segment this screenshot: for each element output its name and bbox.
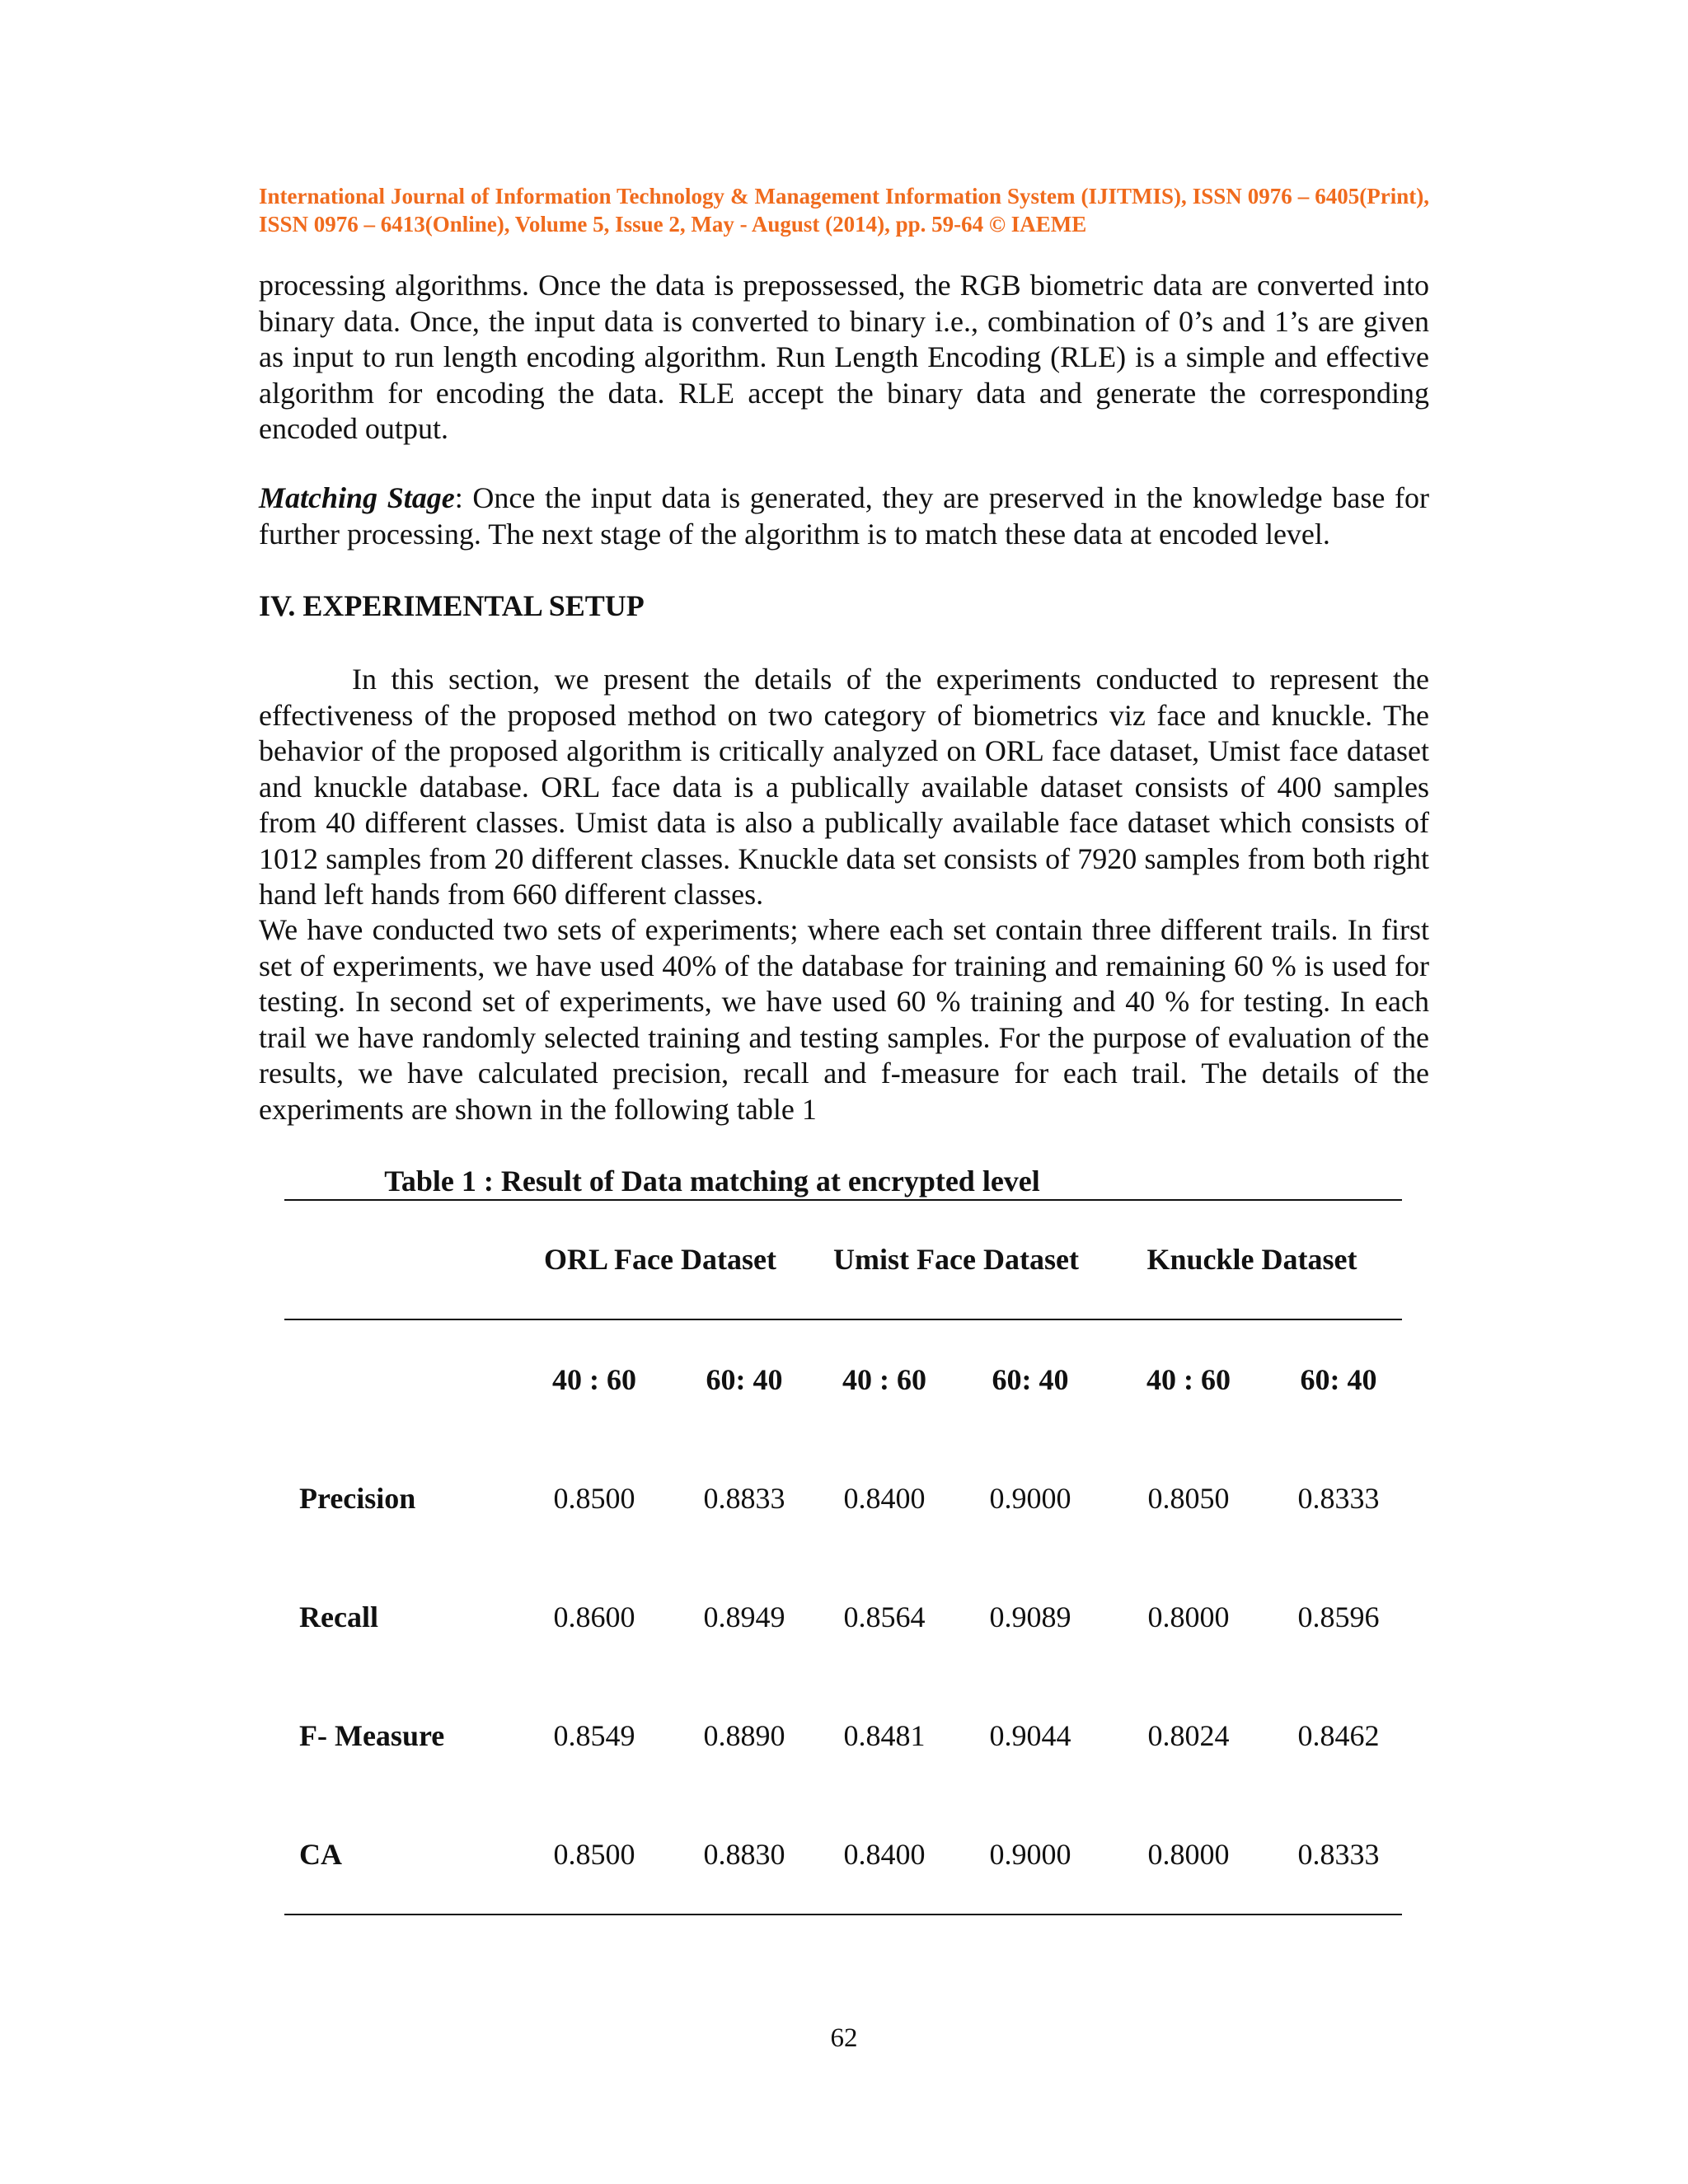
table-title: Table 1 : Result of Data matching at encrypted level: [384, 1165, 1040, 1197]
table-cell: 0.8549: [553, 1719, 635, 1752]
row-label-precision: Precision: [299, 1482, 416, 1515]
table-header-rule: [284, 1319, 1402, 1320]
split-header: 40 : 60: [552, 1363, 636, 1396]
table-cell: 0.9044: [989, 1719, 1071, 1752]
journal-header: International Journal of Information Technology & Management Information System (IJITMIS), ISSN 0976 – 6405(Print), ISSN 0976 – 6413(Online), Volume 5, Issue 2, May - August (2014), pp. 59-64 © IAEME: [259, 184, 1429, 237]
table-cell: 0.8596: [1297, 1601, 1380, 1633]
paragraph-experiments-intro: In this section, we present the details of the experiments conducted to represent the effectiveness of the proposed method on two category of biometrics viz face and knuckle. The behavior of the proposed algorithm is critically analyzed on ORL face dataset, Umist face dataset and knuckle database. ORL face data is a publically available dataset consists of 400 samples from 40 different classes. Umist data is also a publically available face dataset which consists of 1012 samples from 20 different classes. Knuckle data set consists of 7920 samples from both right hand left hands from 660 different classes.: [259, 663, 1429, 911]
split-header: 40 : 60: [842, 1363, 926, 1396]
table-cell: 0.9000: [989, 1482, 1071, 1515]
table-cell: 0.8564: [843, 1601, 926, 1633]
paragraph-experiment-sets: We have conducted two sets of experiments; where each set contain three different trails. In first set of experiments, we have used 40% of the database for training and remaining 60 % is used for testing. In second set of experiments, we have used 60 % training and 40 % for testing. In each trail we have randomly selected training and testing samples. For the purpose of evaluation of the results, we have calculated precision, recall and f-measure for each trail. The details of the experiments are shown in the following table 1: [259, 913, 1429, 1126]
row-label-recall: Recall: [299, 1601, 378, 1633]
paragraph-preprocessing: processing algorithms. Once the data is prepossessed, the RGB biometric data are converted into binary data. Once, the input data is converted to binary i.e., combination of 0’s and 1’s are given as input to run length encoding algorithm. Run Length Encoding (RLE) is a simple and effective algorithm for encoding the data. RLE accept the binary data and generate the corresponding encoded output.: [259, 269, 1429, 445]
table-cell: 0.8400: [843, 1482, 926, 1515]
table-cell: 0.8500: [553, 1838, 635, 1871]
table-bottom-rule: [284, 1914, 1402, 1915]
table-cell: 0.9089: [989, 1601, 1071, 1633]
table-cell: 0.8000: [1147, 1838, 1230, 1871]
table-cell: 0.8949: [703, 1601, 785, 1633]
table-cell: 0.8462: [1297, 1719, 1380, 1752]
row-label-f-measure: F- Measure: [299, 1719, 445, 1752]
table-cell: 0.8600: [553, 1601, 635, 1633]
table-cell: 0.8890: [703, 1719, 785, 1752]
table-cell: 0.8000: [1147, 1601, 1230, 1633]
page-number: 62: [830, 2023, 858, 2053]
matching-stage-text: : Once the input data is generated, they are preserved in the knowledge base for further processing. The next stage of the algorithm is to match these data at encoded level.: [259, 481, 1429, 551]
table-cell: 0.8050: [1147, 1482, 1230, 1515]
paragraph-matching-stage: [259, 480, 1429, 552]
split-header: 60: 40: [706, 1363, 783, 1396]
table-cell: 0.8333: [1297, 1838, 1380, 1871]
table-top-rule: [284, 1199, 1402, 1201]
section-heading: IV. EXPERIMENTAL SETUP: [259, 589, 645, 622]
table-cell: 0.8833: [703, 1482, 785, 1515]
group-header-knuckle: Knuckle Dataset: [1146, 1243, 1357, 1276]
row-label-ca: CA: [299, 1838, 342, 1871]
table-cell: 0.8481: [843, 1719, 926, 1752]
table-cell: 0.8024: [1147, 1719, 1230, 1752]
table-cell: 0.9000: [989, 1838, 1071, 1871]
table-cell: 0.8333: [1297, 1482, 1380, 1515]
split-header: 40 : 60: [1146, 1363, 1231, 1396]
table-cell: 0.8830: [703, 1838, 785, 1871]
split-header: 60: 40: [992, 1363, 1069, 1396]
split-header: 60: 40: [1300, 1363, 1377, 1396]
table-cell: 0.8400: [843, 1838, 926, 1871]
matching-stage-lead: Matching Stage: [259, 481, 455, 514]
group-header-orl: ORL Face Dataset: [544, 1243, 776, 1276]
table-cell: 0.8500: [553, 1482, 635, 1515]
group-header-umist: Umist Face Dataset: [833, 1243, 1079, 1276]
